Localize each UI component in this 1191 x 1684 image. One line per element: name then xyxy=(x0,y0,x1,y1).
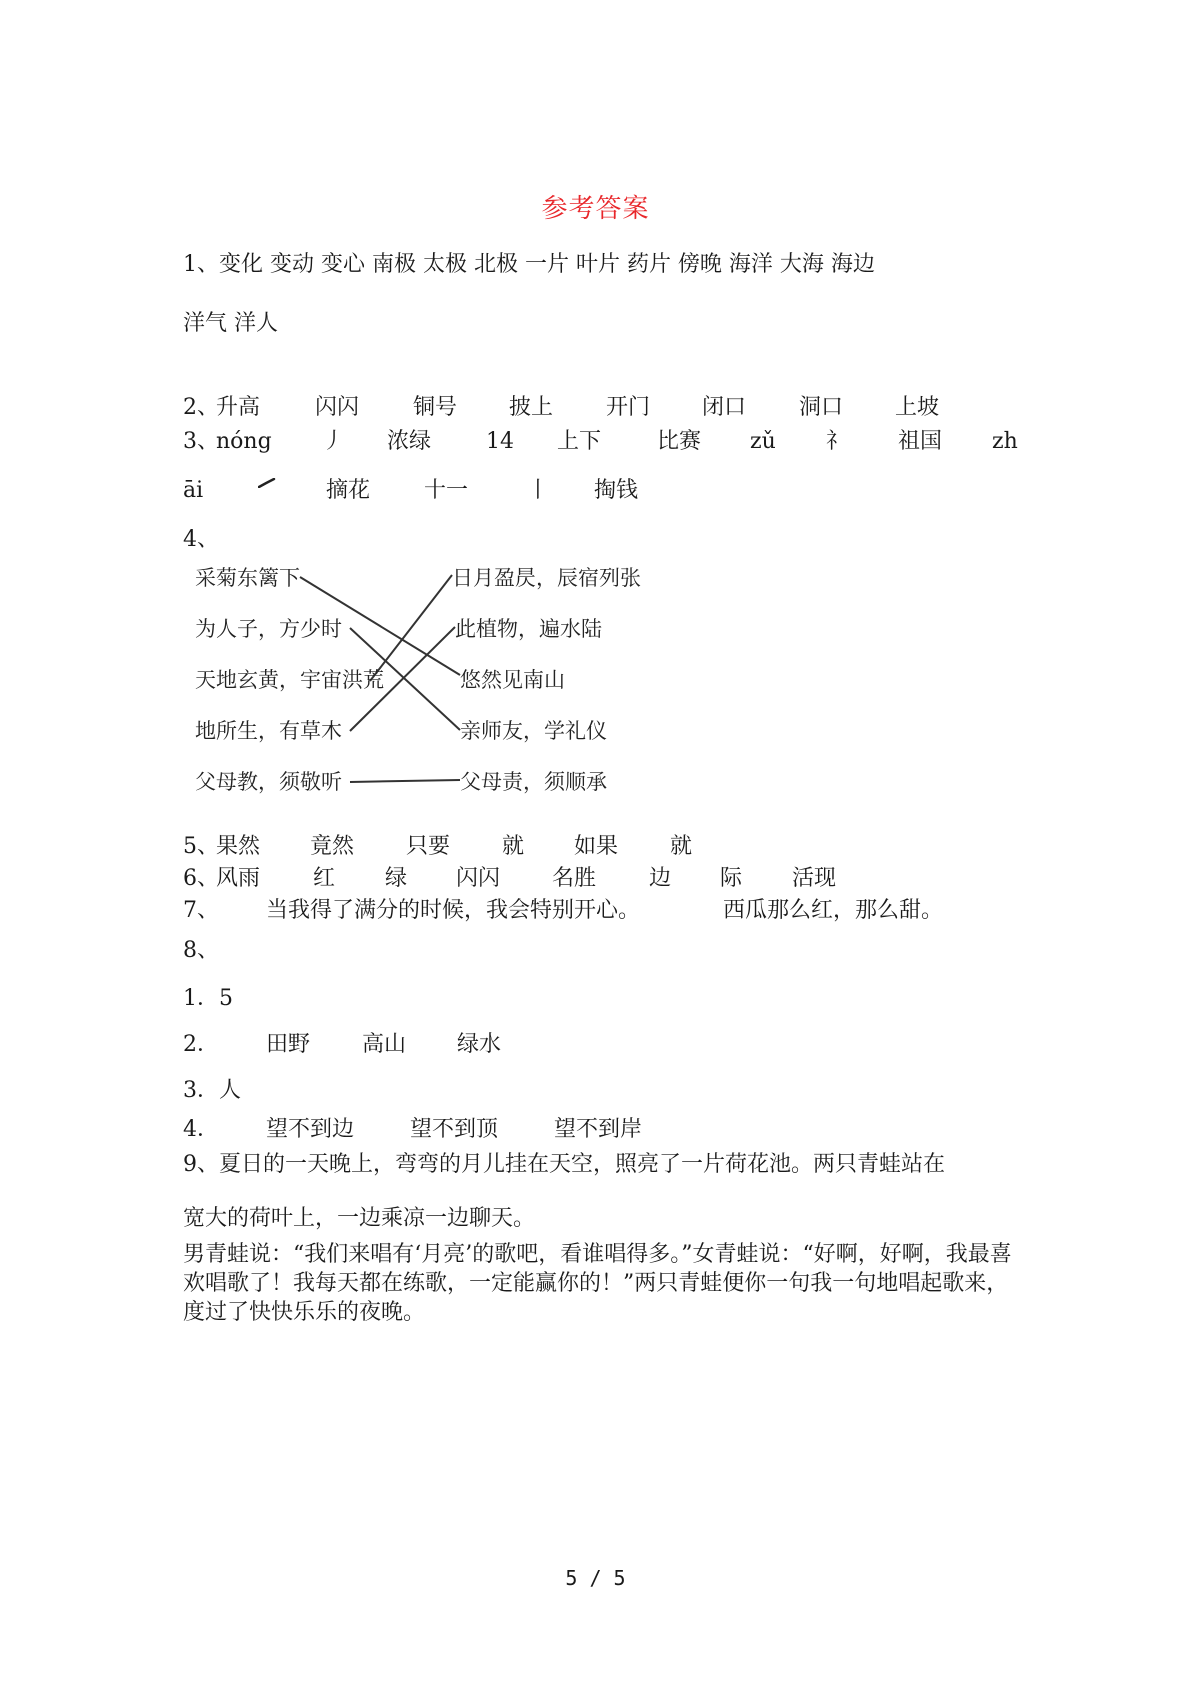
q8-label: 8、 xyxy=(183,938,219,963)
q3-item: 上下 xyxy=(557,429,602,454)
stroke-mark-icon xyxy=(258,478,276,488)
q6-label: 6、 xyxy=(183,866,219,891)
match-left-item: 为人子，方少时 xyxy=(195,617,342,641)
q6-item: 闪闪 xyxy=(456,866,501,891)
q5-item: 竟然 xyxy=(310,834,355,859)
q6-item: 名胜 xyxy=(552,866,597,891)
match-right-item: 日月盈昃，辰宿列张 xyxy=(452,566,641,590)
q3-item: 掏钱 xyxy=(594,478,639,503)
q6-item: 活现 xyxy=(792,866,837,891)
q2-item: 洞口 xyxy=(799,395,844,420)
q6-item: 风雨 xyxy=(216,866,261,891)
page-number: 5 / 5 xyxy=(565,1566,626,1590)
q6-item: 际 xyxy=(720,866,743,891)
match-right-item: 亲师友，学礼仪 xyxy=(460,719,607,743)
q8-item: 望不到顶 xyxy=(410,1117,499,1142)
match-left-item: 父母教，须敬听 xyxy=(195,770,342,794)
q8-answer-1: 1．5 xyxy=(183,986,233,1011)
q9-line2: 宽大的荷叶上，一边乘凉一边聊天。 xyxy=(183,1206,536,1231)
q2-item: 升高 xyxy=(216,395,261,420)
q3-item: āi xyxy=(183,478,204,503)
q3-item: zǔ xyxy=(750,429,776,454)
q5-item: 果然 xyxy=(216,834,261,859)
q3-item: nóng xyxy=(216,429,272,454)
q6-item: 红 xyxy=(313,866,336,891)
match-right-item: 悠然见南山 xyxy=(460,668,565,692)
q7-sentence: 西瓜那么红，那么甜。 xyxy=(723,898,944,923)
q4-label: 4、 xyxy=(183,527,219,552)
q3-item: zh xyxy=(992,429,1018,454)
q3-item: 礻 xyxy=(826,429,849,454)
match-left-item: 天地玄黄，宇宙洪荒 xyxy=(195,668,384,692)
q8-sub-label: 4． xyxy=(183,1117,219,1142)
q3-item: 丿 xyxy=(322,429,345,454)
page-title: 参考答案 xyxy=(541,194,650,224)
q7-sentence: 当我得了满分的时候，我会特别开心。 xyxy=(266,898,641,923)
match-left-item: 地所生，有草木 xyxy=(195,719,342,743)
q5-item: 只要 xyxy=(406,834,451,859)
q1-line1: 1、变化 变动 变心 南极 太极 北极 一片 叶片 药片 傍晚 海洋 大海 海边 xyxy=(183,252,875,277)
q5-label: 5、 xyxy=(183,834,219,859)
q2-item: 开门 xyxy=(606,395,651,420)
matching-diagram xyxy=(190,565,670,815)
q2-item: 铜号 xyxy=(413,395,458,420)
q7-label: 7、 xyxy=(183,898,219,923)
q3-item: 摘花 xyxy=(326,478,371,503)
match-left-item: 采菊东篱下 xyxy=(195,566,300,590)
q1-line2: 洋气 洋人 xyxy=(183,311,278,336)
match-right-item: 此植物，遍水陆 xyxy=(455,617,602,641)
q3-item: 比赛 xyxy=(657,429,702,454)
q2-item: 披上 xyxy=(509,395,554,420)
q2-label: 2、 xyxy=(183,395,219,420)
q3-item: 丨 xyxy=(527,478,550,503)
q3-item: 14 xyxy=(486,429,514,454)
q5-item: 就 xyxy=(670,834,693,859)
q3-label: 3、 xyxy=(183,429,219,454)
q8-item: 高山 xyxy=(362,1032,407,1057)
q2-item: 闭口 xyxy=(702,395,747,420)
q8-item: 望不到边 xyxy=(266,1117,355,1142)
q3-item: 十一 xyxy=(424,478,469,503)
q3-item: 浓绿 xyxy=(387,429,432,454)
q2-item: 上坡 xyxy=(895,395,940,420)
q8-sub-label: 2． xyxy=(183,1032,219,1057)
q8-item: 望不到岸 xyxy=(554,1117,643,1142)
q2-item: 闪闪 xyxy=(315,395,360,420)
q9-paragraph: 男青蛙说：“我们来唱有‘月亮’的歌吧，看谁唱得多。”女青蛙说：“好啊，好啊，我最喜欢唱歌了！我每天都在练歌，一定能赢你的！”两只青蛙便你一句我一句地唱起歌来，度过了快快乐乐的夜晚。 xyxy=(183,1242,1012,1325)
q9-line1: 9、夏日的一天晚上，弯弯的月儿挂在天空，照亮了一片荷花池。两只青蛙站在 xyxy=(183,1152,945,1177)
q5-item: 如果 xyxy=(574,834,619,859)
match-right-item: 父母责，须顺承 xyxy=(460,770,607,794)
q6-item: 边 xyxy=(649,866,672,891)
q6-item: 绿 xyxy=(385,866,408,891)
q3-item: 祖国 xyxy=(898,429,943,454)
q8-item: 绿水 xyxy=(457,1032,502,1057)
q5-item: 就 xyxy=(502,834,525,859)
q8-answer-3: 3．人 xyxy=(183,1078,241,1103)
q8-item: 田野 xyxy=(266,1032,311,1057)
